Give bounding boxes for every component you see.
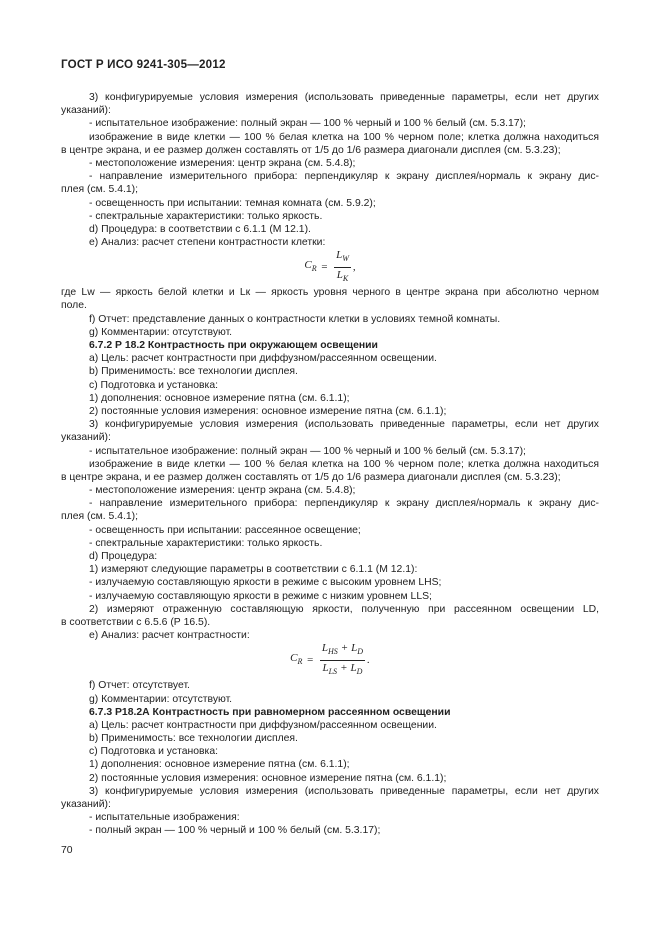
text-line: указаний): xyxy=(61,432,111,444)
formula2-num-b-subscript: D xyxy=(357,647,364,657)
formula1-denominator xyxy=(335,268,350,285)
formula1-lhs-letter: C xyxy=(304,259,312,272)
text-line: f) Отчет: представление данных о контрастности клетки в условиях темной комнаты. xyxy=(89,313,501,325)
text-line: g) Комментарии: отсутствуют. xyxy=(89,326,233,338)
text-line: - освещенность при испытании: темная комната (см. 5.9.2); xyxy=(89,197,376,209)
text-line: - освещенность при испытании: рассеянное освещение; xyxy=(89,524,361,536)
section-heading: 6.7.3 Р18.2А Контрастность при равномерном рассеянном освещении xyxy=(89,706,451,718)
formula2-den-b-subscript: D xyxy=(356,667,363,676)
text-line: плея (см. 5.4.1); xyxy=(61,184,139,196)
text-line: указаний): xyxy=(61,799,111,810)
text-line: в центре экрана, и ее размер должен составлять от 1/5 до 1/6 размера диагонали дисплея (см. 5.3.23); xyxy=(61,471,561,483)
formula1-lhs-subscript: R xyxy=(311,264,317,274)
formula1-num-symbol-subscript: W xyxy=(342,254,349,264)
formula1-num-symbol xyxy=(336,249,349,264)
formula2-fraction xyxy=(320,642,365,678)
text-line: d) Процедура: xyxy=(89,551,158,562)
formula2-num-a-subscript: HS xyxy=(327,647,338,657)
text-line: изображение в виде клетки — 100 % белая клетка на 100 % черном поле; клетка должна находиться xyxy=(89,131,599,143)
text-line: в центре экрана, и ее размер должен составлять от 1/5 до 1/6 размера диагонали дисплея (см. 5.3.23); xyxy=(61,144,561,156)
text-line: a) Цель: расчет контрастности при диффузном/рассеянном освещении. xyxy=(89,353,437,365)
text-line: в соответствии с 6.5.6 (Р 16.5). xyxy=(61,616,211,628)
text-line: - местоположение измерения: центр экрана (см. 5.4.8); xyxy=(89,157,356,169)
formula2-lhs-subscript: R xyxy=(297,657,303,667)
text-line: - испытательные изображения: xyxy=(89,812,240,824)
text-line: 3) конфигурируемые условия измерения (использовать приведенные параметры, если нет других xyxy=(89,92,599,103)
text-line: - местоположение измерения: центр экрана (см. 5.4.8); xyxy=(89,485,356,497)
text-line: 2) измеряют отраженную составляющую яркости, полученную при рассеянном освещении LD, xyxy=(89,603,599,615)
formula1-den-symbol xyxy=(337,269,348,281)
text-line: поле. xyxy=(61,300,87,312)
text-line: e) Анализ: расчет степени контрастности клетки: xyxy=(89,237,326,249)
text-line: 1) дополнения: основное измерение пятна (см. 6.1.1); xyxy=(89,759,350,771)
text-line: 3) конфигурируемые условия измерения (использовать приведенные параметры, если нет других xyxy=(89,785,599,797)
text-line: 2) постоянные условия измерения: основное измерение пятна (см. 6.1.1); xyxy=(89,772,447,784)
document-body xyxy=(61,91,599,838)
formula1-den-symbol-subscript: K xyxy=(342,273,349,283)
formula2-num-plus: + xyxy=(340,642,349,655)
text-line: d) Процедура: в соответствии с 6.1.1 (М 12.1). xyxy=(89,223,311,235)
formula2-equals: = xyxy=(306,653,314,666)
text-line: a) Цель: расчет контрастности при диффузном/рассеянном освещении. xyxy=(89,719,437,731)
formula2-num-b xyxy=(351,642,364,657)
section-heading: 6.7.2 Р 18.2 Контрастность при окружающем освещении xyxy=(89,340,378,351)
formula2-den-a-subscript: LS xyxy=(328,667,338,676)
text-line: плея (см. 5.4.1); xyxy=(61,511,139,523)
formula2-num-a-letter: L xyxy=(321,642,328,655)
formula2-numerator xyxy=(320,642,365,660)
formula2-tail: . xyxy=(367,653,370,666)
formula-ambient-contrast xyxy=(61,644,599,676)
formula2-den-plus: + xyxy=(340,661,348,674)
formula1-numerator xyxy=(334,249,351,267)
text-line: f) Отчет: отсутствует. xyxy=(89,680,190,692)
formula1-lhs xyxy=(304,259,316,275)
formula2-den-a-letter: L xyxy=(322,661,329,674)
formula1-fraction xyxy=(334,249,351,285)
text-line: - спектральные характеристики: только яркость. xyxy=(89,210,323,222)
formula1-equals: = xyxy=(320,260,329,273)
text-line: - излучаемую составляющую яркости в режиме с высоким уровнем LHS; xyxy=(89,577,442,589)
text-line: 2) постоянные условия измерения: основное измерение пятна (см. 6.1.1); xyxy=(89,405,447,417)
text-line: - полный экран — 100 % черный и 100 % белый (см. 5.3.17); xyxy=(89,825,381,837)
formula2-den-b xyxy=(351,662,363,674)
text-line: 3) конфигурируемые условия измерения (использовать приведенные параметры, если нет других xyxy=(89,419,599,431)
text-line: - направление измерительного прибора: перпендикуляр к экрану дисплея/нормаль к экрану дис- xyxy=(89,171,599,183)
formula-contrast-ratio xyxy=(61,249,599,283)
formula2-den-a xyxy=(322,662,337,674)
formula2-lhs xyxy=(290,652,302,668)
text-line: - излучаемую составляющую яркости в режиме с низким уровнем LLS; xyxy=(89,590,432,602)
text-line: где Lw — яркость белой клетки и Lк — яркость уровня черного в центре экрана при абсолютно черном xyxy=(61,287,599,299)
formula2-lhs-letter: C xyxy=(290,652,298,665)
text-line: - спектральные характеристики: только яркость. xyxy=(89,537,323,549)
formula2-num-b-letter: L xyxy=(351,642,358,655)
formula2-denominator xyxy=(320,661,364,678)
page-number: 70 xyxy=(61,845,73,856)
text-line: g) Комментарии: отсутствуют. xyxy=(89,693,233,705)
formula1-den-symbol-letter: L xyxy=(336,268,343,281)
text-line: изображение в виде клетки — 100 % белая клетка на 100 % черном поле; клетка должна находиться xyxy=(89,458,599,470)
text-line: 1) измеряют следующие параметры в соответствии с 6.1.1 (М 12.1): xyxy=(89,564,418,576)
text-line: 1) дополнения: основное измерение пятна (см. 6.1.1); xyxy=(89,392,350,404)
text-line: - испытательное изображение: полный экран — 100 % черный и 100 % белый (см. 5.3.17); xyxy=(89,118,526,130)
text-line: указаний): xyxy=(61,105,111,117)
text-line: c) Подготовка и установка: xyxy=(89,746,218,758)
text-line: c) Подготовка и установка: xyxy=(89,379,218,391)
formula1-num-symbol-letter: L xyxy=(336,249,343,262)
text-line: b) Применимость: все технологии дисплея. xyxy=(89,366,298,378)
formula2-num-a xyxy=(321,642,338,657)
document-header: ГОСТ Р ИСО 9241-305—2012 xyxy=(61,58,226,71)
formula2-den-b-letter: L xyxy=(350,661,357,674)
text-line: - испытательное изображение: полный экран — 100 % черный и 100 % белый (см. 5.3.17); xyxy=(89,445,526,457)
text-line: e) Анализ: расчет контрастности: xyxy=(89,630,250,642)
text-line: b) Применимость: все технологии дисплея. xyxy=(89,733,298,745)
text-line: - направление измерительного прибора: перпендикуляр к экрану дисплея/нормаль к экрану дис- xyxy=(89,498,599,510)
formula1-tail: , xyxy=(352,260,356,273)
